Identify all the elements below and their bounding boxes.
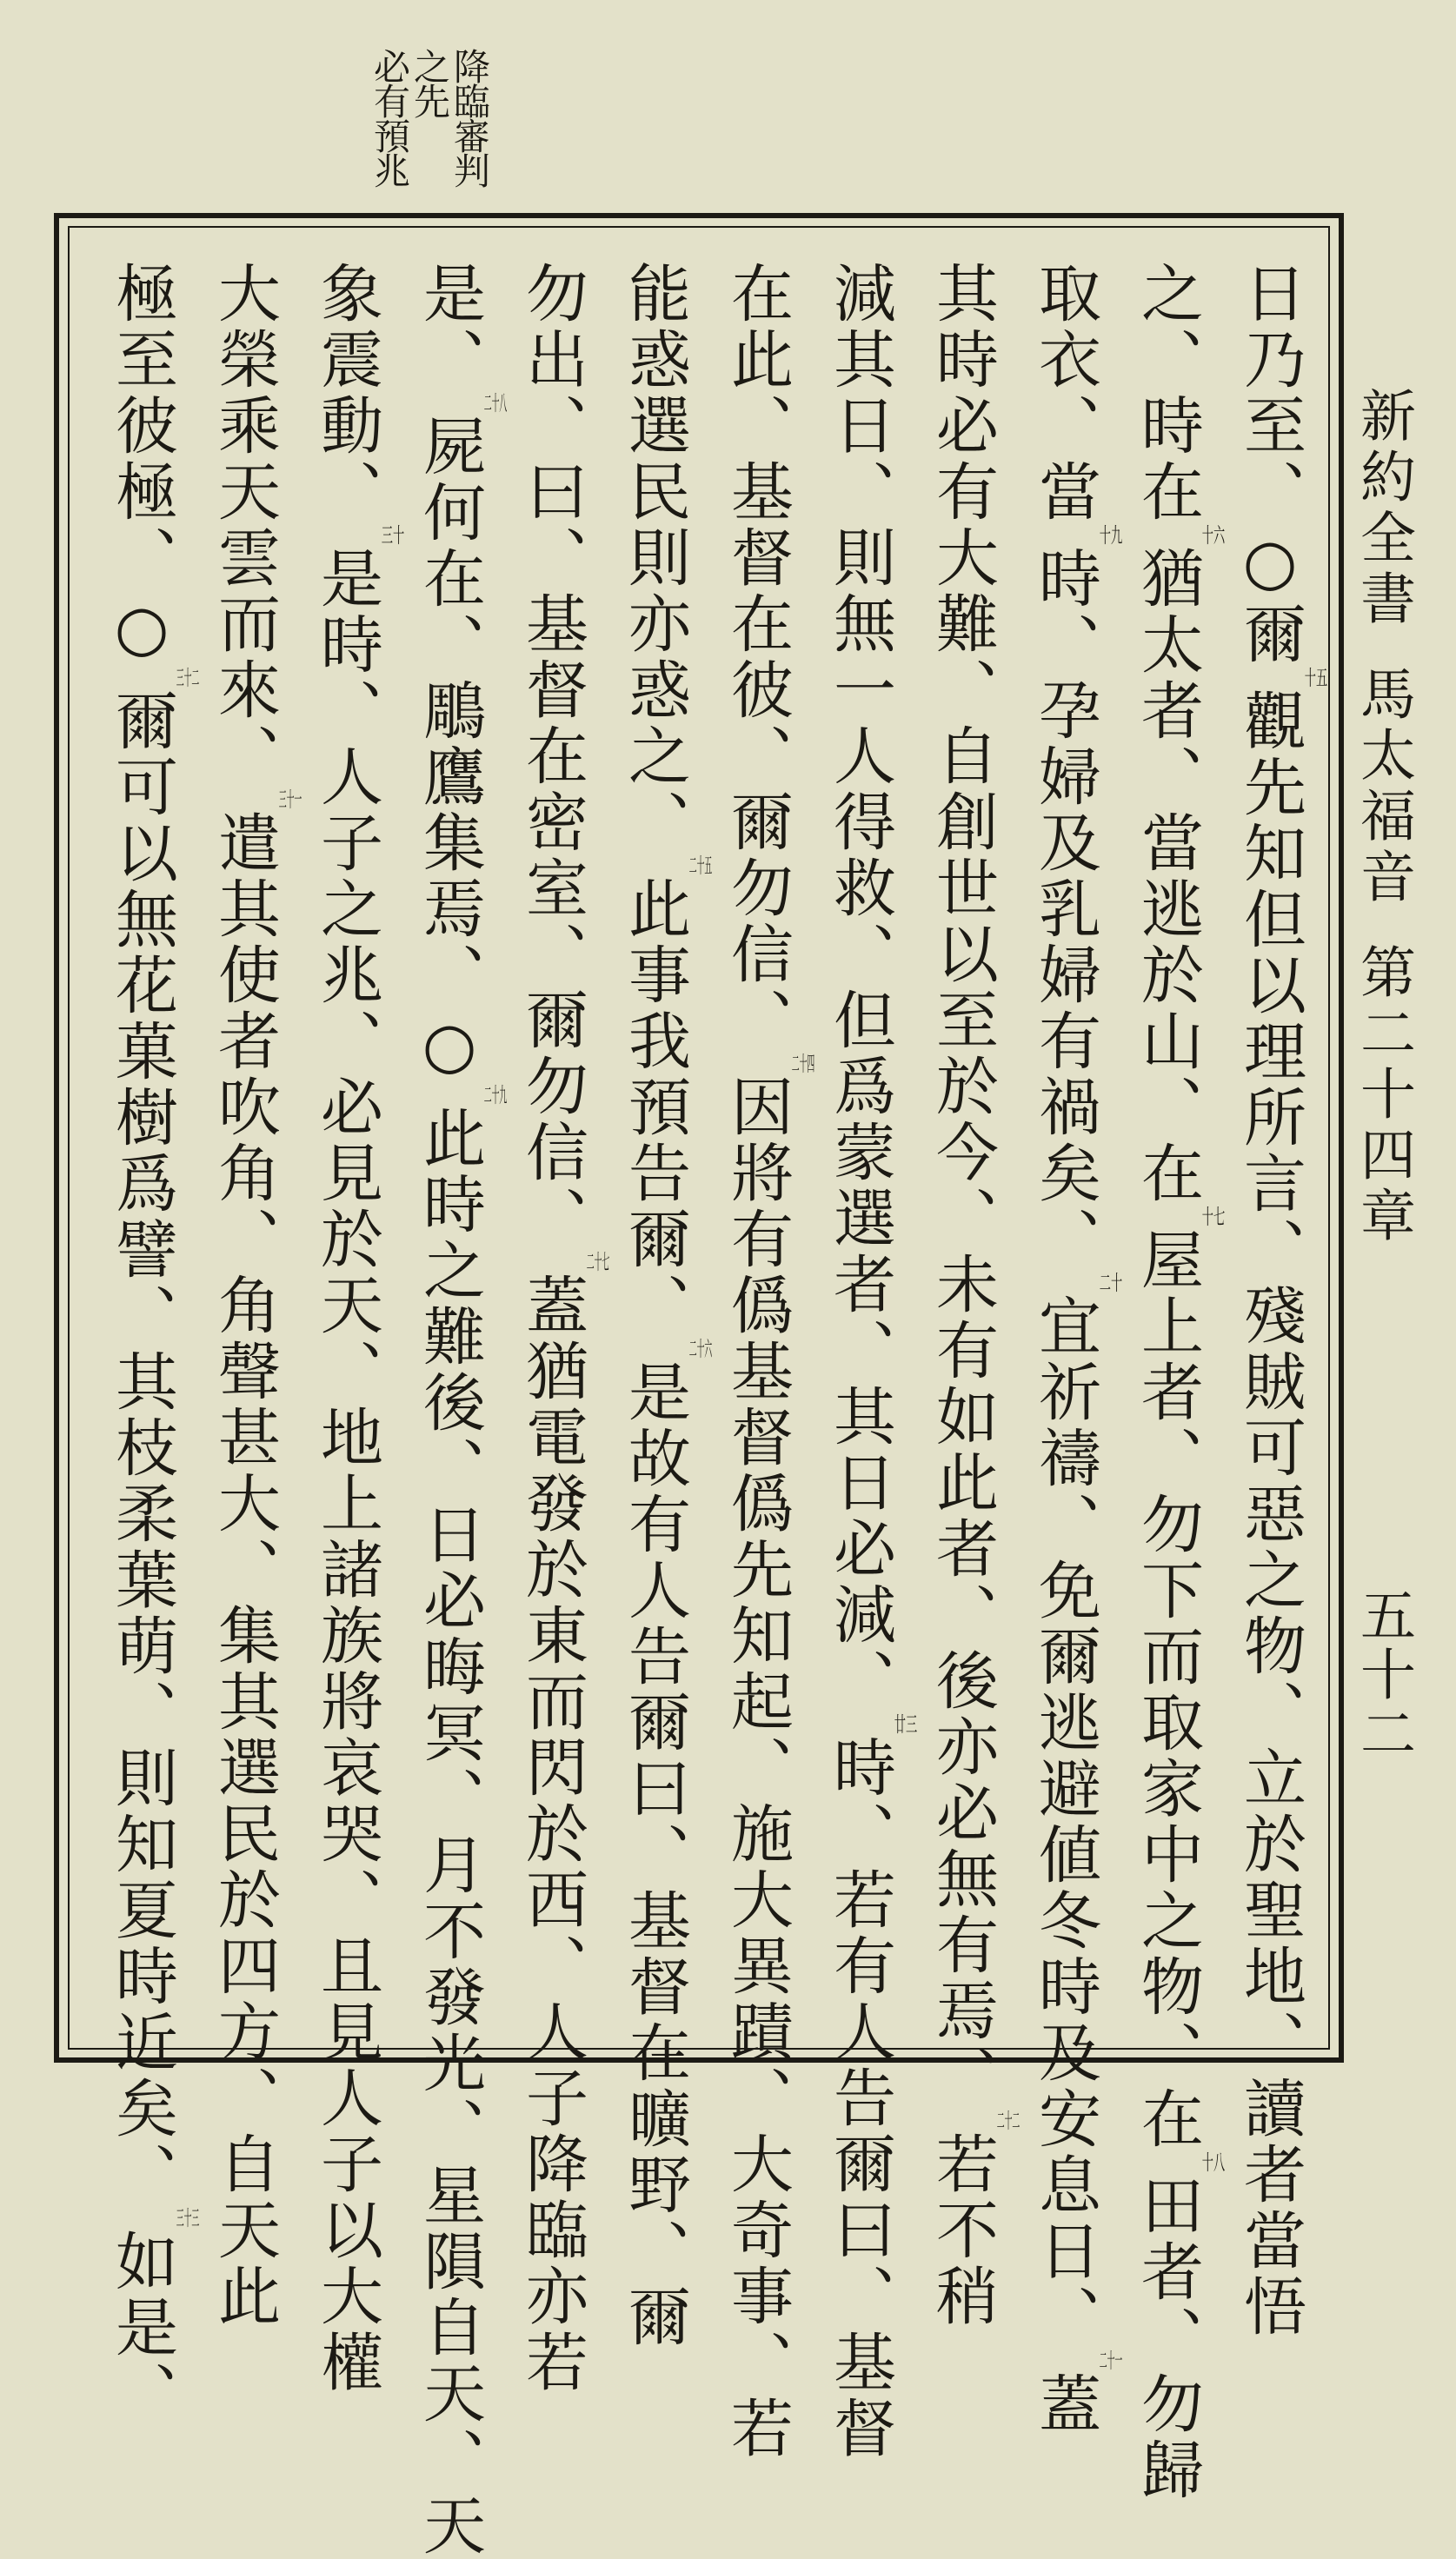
verse-text: 田者、勿歸 bbox=[1131, 2173, 1204, 2503]
verse-text: 大榮乘天雲而來、 bbox=[208, 261, 281, 789]
verse-text: 是故有人告爾曰、基督在曠野、爾 bbox=[618, 1359, 691, 2350]
verse-text: 是、 bbox=[413, 261, 486, 393]
verse-text: 能惑選民則亦惑之、 bbox=[618, 261, 691, 855]
text-column bbox=[398, 261, 508, 2559]
verse-text: 減其日、則無一人得救、但爲蒙選者、其日必減、 bbox=[823, 261, 896, 1714]
verse-text: 宜祈禱、免爾逃避値冬時及安息日、 bbox=[1028, 1293, 1101, 2350]
verse-text: 猶太者、當逃於山、在 bbox=[1131, 546, 1204, 1206]
verse-text: 極至彼極、○ bbox=[105, 261, 178, 668]
text-column bbox=[808, 261, 918, 2462]
verse-number: 二十二 bbox=[996, 2110, 1021, 2131]
verse-number: 廿三 bbox=[894, 1714, 918, 1735]
verse-number: 十七 bbox=[1201, 1206, 1226, 1227]
text-column bbox=[193, 261, 303, 2330]
verse-text: 屋上者、勿下而取家中之物、在 bbox=[1131, 1227, 1204, 2152]
verse-number: 三十二 bbox=[176, 668, 200, 688]
text-column bbox=[1116, 261, 1226, 2503]
gospel-title: 馬太福音 bbox=[1351, 665, 1415, 908]
verse-text: 在此、基督在彼、爾勿信、 bbox=[721, 261, 794, 1054]
verse-text: 時、孕婦及乳婦有禍矣、 bbox=[1028, 546, 1101, 1273]
marginal-note-line: 降臨審判 bbox=[449, 48, 491, 187]
text-column bbox=[911, 261, 1021, 2330]
verse-text: 之、時在 bbox=[1131, 261, 1204, 525]
text-column bbox=[296, 261, 405, 2396]
verse-number: 二十九 bbox=[483, 1085, 508, 1106]
verse-number: 二十一 bbox=[1099, 2350, 1123, 2371]
verse-text: 爾可以無花菓樹爲譬、其枝柔葉萌、則知夏時近矣、 bbox=[105, 688, 178, 2208]
running-header bbox=[1343, 387, 1423, 1247]
verse-text: 其時必有大難、自創世以至於今、未有如此者、後亦必無有焉、 bbox=[926, 261, 999, 2110]
verse-text: 時、若有人告爾曰、基督 bbox=[823, 1735, 896, 2462]
verse-number: 三十 bbox=[381, 525, 405, 546]
verse-number: 二十六 bbox=[688, 1339, 713, 1359]
text-column bbox=[1219, 261, 1328, 2340]
verse-text: 觀先知但以理所言、殘賊可惡之物、立於聖地、讀者當悟 bbox=[1233, 688, 1306, 2340]
verse-number: 二十八 bbox=[483, 393, 508, 414]
text-column bbox=[706, 261, 815, 2462]
marginal-note-line: 必有預兆 bbox=[369, 48, 411, 187]
marginal-note-line: 之先 bbox=[409, 48, 451, 117]
text-column bbox=[603, 261, 713, 2350]
verse-text: 蓋 bbox=[1028, 2371, 1101, 2437]
verse-text: 因將有僞基督僞先知起、施大異蹟、大奇事、若 bbox=[721, 1074, 794, 2462]
marginal-note bbox=[369, 48, 489, 222]
verse-text: 此時之難後、日必晦冥、月不發光、星隕自天、天 bbox=[413, 1106, 486, 2559]
verse-number: 十六 bbox=[1201, 525, 1226, 546]
verse-number: 三十一 bbox=[278, 789, 303, 810]
verse-text: 屍何在、鵰鷹集焉、○ bbox=[413, 414, 486, 1085]
verse-text: 是時、人子之兆、必見於天、地上諸族將哀哭、且見人子以大權 bbox=[310, 546, 383, 2396]
text-column bbox=[1014, 261, 1123, 2437]
scripture-text bbox=[104, 261, 1328, 2559]
chapter-title: 第二十四章 bbox=[1351, 943, 1415, 1247]
verse-number: 十九 bbox=[1099, 525, 1123, 546]
verse-text: 若不稍 bbox=[926, 2131, 999, 2330]
verse-text: 此事我預告爾、 bbox=[618, 876, 691, 1339]
verse-number: 十八 bbox=[1201, 2152, 1226, 2173]
verse-number: 十五 bbox=[1304, 668, 1328, 688]
text-column bbox=[501, 261, 610, 2396]
verse-number: 二十四 bbox=[791, 1054, 815, 1074]
book-title: 新約全書 bbox=[1351, 387, 1415, 630]
verse-text: 日乃至、○爾 bbox=[1233, 261, 1306, 668]
verse-text: 如是、 bbox=[105, 2229, 178, 2427]
verse-text: 遣其使者吹角、角聲甚大、集其選民於四方、自天此 bbox=[208, 810, 281, 2330]
verse-text: 取衣、當 bbox=[1028, 261, 1101, 525]
verse-number: 二十五 bbox=[688, 855, 713, 876]
verse-text: 蓋猶電發於東而閃於西、人子降臨亦若 bbox=[515, 1273, 588, 2396]
verse-text: 象震動、 bbox=[310, 261, 383, 525]
text-column bbox=[90, 261, 200, 2427]
verse-text: 勿出、曰、基督在密室、爾勿信、 bbox=[515, 261, 588, 1252]
verse-number: 二十 bbox=[1099, 1273, 1123, 1293]
verse-number: 三十三 bbox=[176, 2208, 200, 2229]
page-number: 五十二 bbox=[1351, 1586, 1415, 1764]
verse-number: 二十七 bbox=[586, 1252, 610, 1273]
